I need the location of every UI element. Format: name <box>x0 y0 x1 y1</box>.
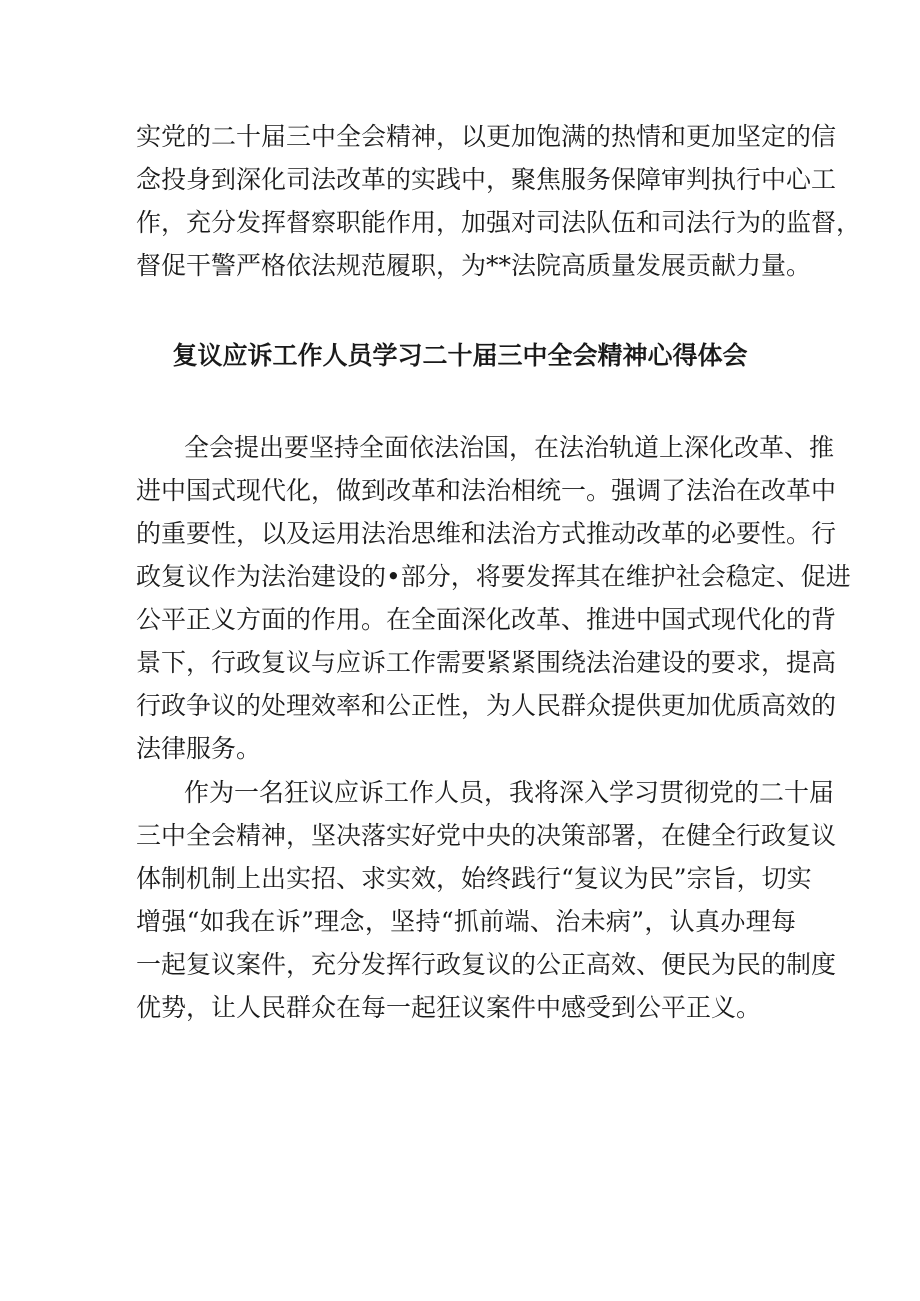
paragraph-2-line: 体制机制上出实招、求实效，始终践行“复议为民”宗旨，切实 <box>136 864 812 893</box>
paragraph-2-line: 一起复议案件，充分发挥行政复议的公正高效、便民为民的制度 <box>136 950 837 979</box>
paragraph-1-line: 的重要性，以及运用法治思维和法治方式推动改革的必要性。行 <box>136 519 837 548</box>
section-heading: 复议应诉工作人员学习二十届三中全会精神心得体会 <box>172 341 748 370</box>
paragraph-2-line: 增强“如我在诉”理念，坚持“抓前端、治未病”，认真办理每 <box>136 907 796 936</box>
paragraph-2-line: 三中全会精神，坚决落实好党中央的决策部署，在健全行政复议 <box>136 821 837 850</box>
paragraph-1-line: 公平正义方面的作用。在全面深化改革、推进中国式现代化的背 <box>136 605 837 634</box>
paragraph-prev-line: 作，充分发挥督察职能作用，加强对司法队伍和司法行为的监督， <box>136 208 862 237</box>
paragraph-prev-line: 督促干警严格依法规范履职，为**法院高质量发展贡献力量。 <box>136 251 812 280</box>
paragraph-2-line: 优势，让人民群众在每一起狂议案件中感受到公平正义。 <box>136 993 762 1022</box>
paragraph-1-line: 进中国式现代化，做到改革和法治相统一。强调了法治在改革中 <box>136 476 837 505</box>
paragraph-2-line: 作为一名狂议应诉工作人员，我将深入学习贯彻党的二十届 <box>184 778 835 807</box>
paragraph-prev-line: 念投身到深化司法改革的实践中，聚焦服务保障审判执行中心工 <box>136 165 837 194</box>
paragraph-1-line: 法律服务。 <box>136 734 262 763</box>
paragraph-1-line: 景下，行政复议与应诉工作需要紧紧围绕法治建设的要求，提高 <box>136 648 837 677</box>
paragraph-1-line: 行政争议的处理效率和公正性，为人民群众提供更加优质高效的 <box>136 691 837 720</box>
paragraph-1-line: 政复议作为法治建设的•部分，将要发挥其在维护社会稳定、促进 <box>136 562 851 591</box>
paragraph-1-line: 全会提出要坚持全面依法治国，在法治轨道上深化改革、推 <box>184 433 835 462</box>
paragraph-prev-line: 实党的二十届三中全会精神，以更加饱满的热情和更加坚定的信 <box>136 122 837 151</box>
